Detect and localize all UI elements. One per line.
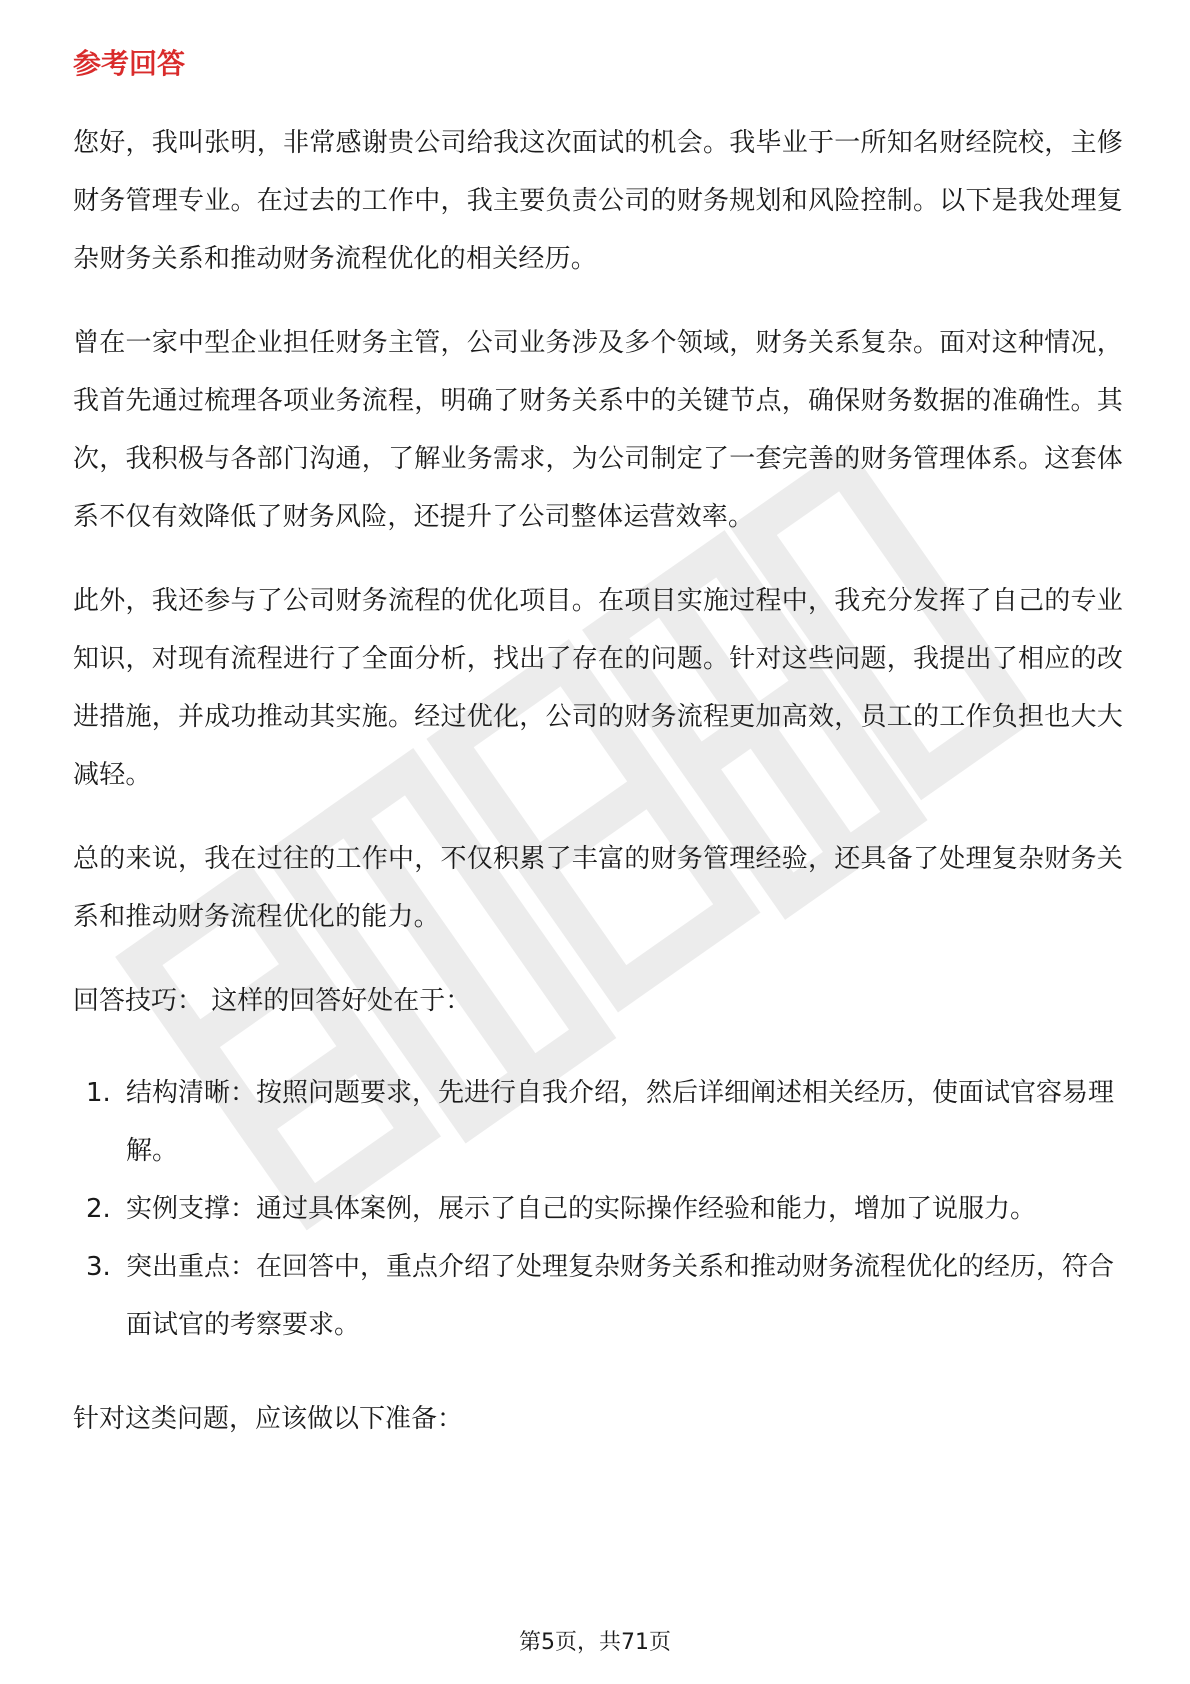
tip-item	[73, 1238, 1123, 1354]
tip-text: 结构清晰：按照问题要求，先进行自我介绍，然后详细阐述相关经历，使面试官容易理解。	[126, 1078, 1115, 1166]
tip-number: 1.	[86, 1078, 111, 1108]
tips-list	[73, 1064, 1123, 1354]
page-number-footer: 第5页，共71页	[519, 1630, 671, 1655]
tip-text: 实例支撑：通过具体案例，展示了自己的实际操作经验和能力，增加了说服力。	[126, 1194, 1037, 1224]
tip-number: 3.	[86, 1252, 111, 1282]
tip-item	[73, 1180, 1123, 1238]
tip-text: 突出重点：在回答中，重点介绍了处理复杂财务关系和推动财务流程优化的经历，符合面试官的考察要求。	[126, 1252, 1115, 1340]
paragraph-intro: 您好，我叫张明，非常感谢贵公司给我这次面试的机会。我毕业于一所知名财经院校，主修财务管理专业。在过去的工作中，我主要负责公司的财务规划和风险控制。以下是我处理复杂财务关系和推动财务流程优化的相关经历。	[73, 128, 1123, 274]
section-heading: 参考回答	[73, 47, 186, 80]
tip-number: 2.	[86, 1194, 111, 1224]
paragraph-experience: 曾在一家中型企业担任财务主管，公司业务涉及多个领域，财务关系复杂。面对这种情况，我首先通过梳理各项业务流程，明确了财务关系中的关键节点，确保财务数据的准确性。其次，我积极与各部门沟通，了解业务需求，为公司制定了一套完善的财务管理体系。这套体系不仅有效降低了财务风险，还提升了公司整体运营效率。	[73, 328, 1123, 532]
preparation-intro: 针对这类问题，应该做以下准备：	[73, 1404, 464, 1434]
paragraph-summary: 总的来说，我在过往的工作中，不仅积累了丰富的财务管理经验，还具备了处理复杂财务关系和推动财务流程优化的能力。	[73, 844, 1123, 932]
tips-intro: 回答技巧： 这样的回答好处在于：	[73, 986, 472, 1016]
tip-item	[73, 1064, 1123, 1180]
paragraph-optimization: 此外，我还参与了公司财务流程的优化项目。在项目实施过程中，我充分发挥了自己的专业知识，对现有流程进行了全面分析，找出了存在的问题。针对这些问题，我提出了相应的改进措施，并成功推动其实施。经过优化，公司的财务流程更加高效，员工的工作负担也大大减轻。	[73, 586, 1123, 790]
answer-content	[73, 44, 1123, 1448]
